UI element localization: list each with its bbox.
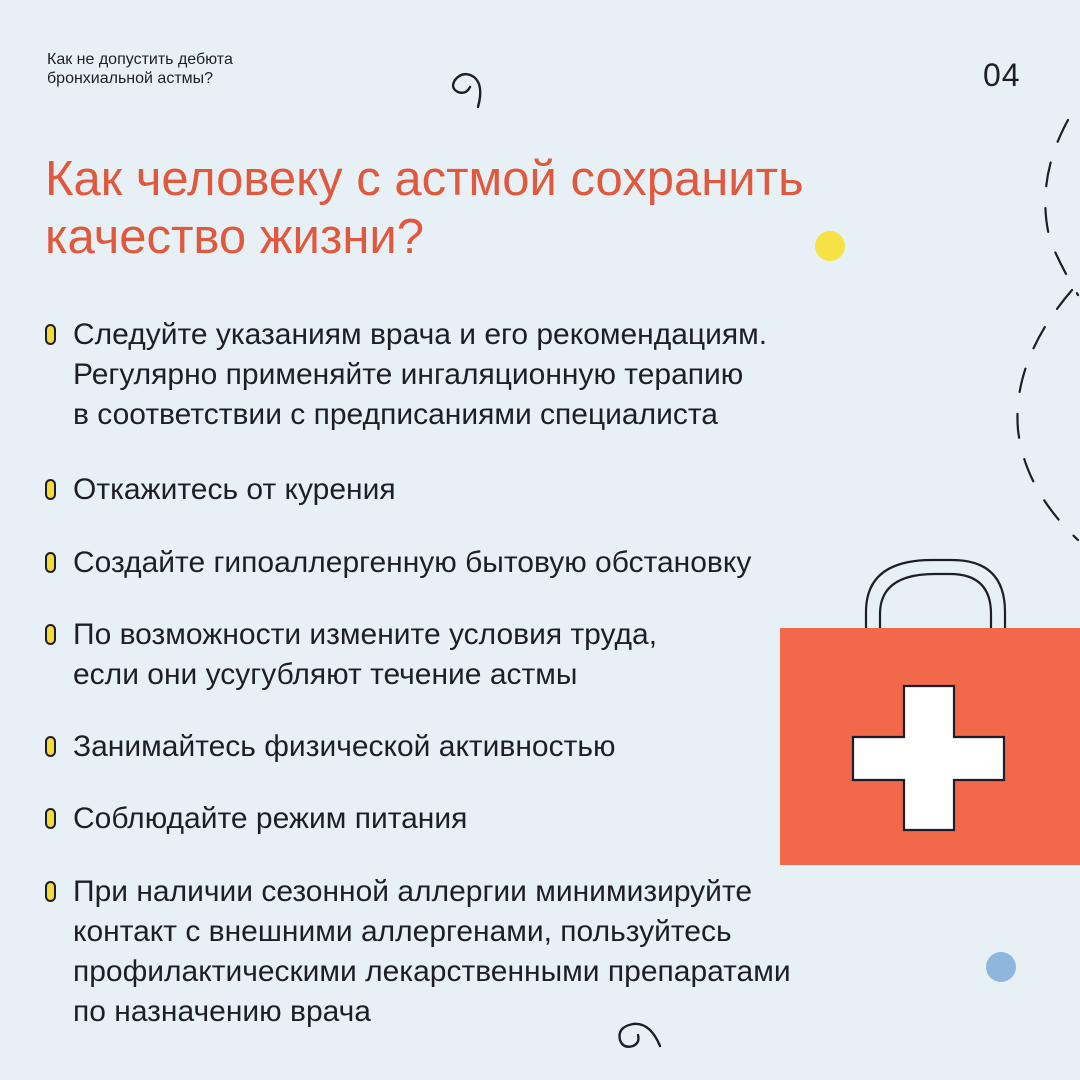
blue-dot (986, 952, 1016, 982)
series-title (47, 50, 347, 88)
list-item-line: Соблюдайте режим питания (73, 802, 468, 835)
list-item-line: в соответствии с предписаниями специалиста (73, 398, 718, 431)
list-item-line: Откажитесь от курения (73, 473, 396, 506)
list-item-line: контакт с внешними аллергенами, пользуйтесь (73, 915, 732, 948)
list-item-text (73, 615, 945, 695)
series-title-line-2: бронхиальной астмы? (47, 70, 214, 87)
bullet-icon (45, 881, 56, 902)
list-item (45, 872, 945, 1032)
list-item-line: если они усугубляют течение астмы (73, 658, 578, 691)
list-item-line: Создайте гипоаллергенную бытовую обстановку (73, 546, 752, 579)
list-item-line: При наличии сезонной аллергии минимизируйте (73, 875, 753, 908)
list-item-line: Следуйте указаниям врача и его рекомендациям. (73, 318, 768, 351)
list-item-text (73, 315, 945, 435)
list-item-text (73, 872, 945, 1032)
series-title-line-1: Как не допустить дебюта (47, 51, 233, 68)
list-item-text (73, 543, 945, 583)
dashed-arc-top (1045, 120, 1078, 295)
list-item (45, 615, 945, 695)
list-item (45, 727, 945, 767)
list-item-text (73, 727, 945, 767)
list-item-line: Регулярно применяйте ингаляционную терапию (73, 358, 744, 391)
list-item-line: Занимайтесь физической активностью (73, 730, 616, 763)
page-title (45, 150, 1005, 266)
bullet-icon (45, 736, 56, 757)
dashed-arc-bottom (1017, 290, 1078, 540)
bullet-icon (45, 479, 56, 500)
bullet-icon (45, 324, 56, 345)
list-item-line: По возможности измените условия труда, (73, 618, 658, 651)
list-item (45, 799, 945, 839)
list-item (45, 543, 945, 583)
list-item-text (73, 470, 945, 510)
list-item-line: по назначению врача (73, 995, 371, 1028)
bullet-icon (45, 808, 56, 829)
page-number: 04 (983, 57, 1021, 93)
list-item-line: профилактическими лекарственными препаратами (73, 955, 791, 988)
bullet-icon (45, 552, 56, 573)
page-title-line-1: Как человеку с астмой сохранить (45, 152, 804, 206)
list-item (45, 470, 945, 510)
page-title-line-2: качество жизни? (45, 210, 425, 264)
list-item-text (73, 799, 945, 839)
swirl-icon (453, 74, 480, 107)
list-item (45, 315, 945, 435)
bullet-icon (45, 624, 56, 645)
